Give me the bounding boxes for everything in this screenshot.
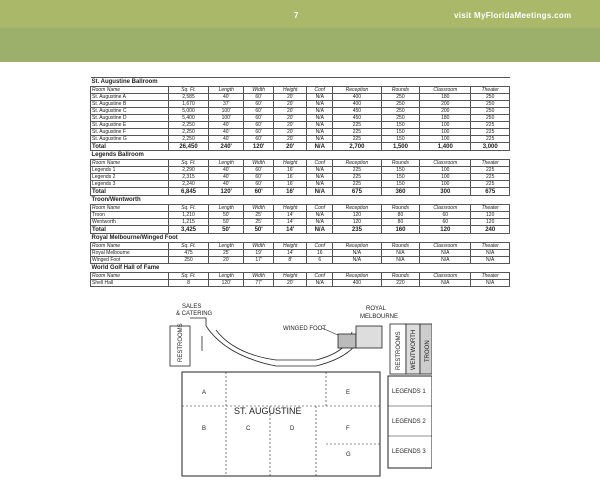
table-cell: 2,250 [168, 136, 209, 143]
table-row [91, 167, 510, 174]
table-cell: Theater [471, 160, 510, 167]
table-cell: 20' [274, 143, 307, 151]
table-cell: 16' [274, 181, 307, 188]
table-cell: N/A [307, 174, 333, 181]
table-cell: 20' [274, 280, 307, 287]
table-cell: N/A [307, 108, 333, 115]
table-cell: Reception [333, 243, 382, 250]
table-cell: 220 [381, 280, 420, 287]
table-row [91, 257, 510, 264]
table-cell: 240 [471, 226, 510, 234]
table-cell: N/A [420, 280, 471, 287]
restrooms-label: RESTROOMS [178, 323, 184, 362]
table-row [91, 174, 510, 181]
table-cell: 20' [209, 257, 244, 264]
floor-plan-svg [166, 296, 432, 484]
table-cell: 100 [420, 167, 471, 174]
table-row [91, 108, 510, 115]
table-cell: 50' [209, 226, 244, 234]
winged-foot-room [338, 334, 356, 348]
section-title-row [91, 78, 510, 87]
table-cell: Width [244, 243, 274, 250]
table-cell: 77' [244, 280, 274, 287]
table-cell: 80 [381, 212, 420, 219]
table-cell: Classroom [420, 87, 471, 94]
table-row [91, 250, 510, 257]
table-cell: N/A [307, 219, 333, 226]
section-title-row [91, 151, 510, 160]
table-row [91, 181, 510, 188]
restrooms-right-label: RESTROOMS [396, 331, 402, 370]
table-cell: 26,450 [168, 143, 209, 151]
table-cell: Winged Foot [91, 257, 169, 264]
table-cell: 225 [471, 174, 510, 181]
section-title: Royal Melbourne/Winged Foot [91, 234, 510, 243]
room-f: F [346, 426, 350, 432]
table-cell: 40' [209, 129, 244, 136]
table-cell: 450 [333, 108, 382, 115]
table-cell: 40' [209, 181, 244, 188]
table-cell: 225 [471, 122, 510, 129]
table-cell: N/A [307, 101, 333, 108]
corridor-inner [216, 330, 352, 360]
table-cell: 200 [420, 108, 471, 115]
table-cell: Shell Hall [91, 280, 169, 287]
table-cell: Room Name [91, 205, 169, 212]
table-cell: 250 [471, 108, 510, 115]
table-cell: N/A [307, 94, 333, 101]
website-link[interactable]: visit MyFloridaMeetings.com [454, 11, 572, 20]
table-cell: Sq. Ft. [168, 87, 209, 94]
table-cell: Height [274, 205, 307, 212]
table-cell: Conf [307, 205, 333, 212]
floor-plan [166, 296, 432, 484]
room-c: C [246, 426, 251, 432]
table-cell: Length [209, 87, 244, 94]
table-cell: 250 [471, 94, 510, 101]
table-cell: 40' [209, 122, 244, 129]
table-cell: 1,210 [168, 212, 209, 219]
table-cell: 37' [209, 101, 244, 108]
table-cell: 8' [274, 257, 307, 264]
table-cell: Reception [333, 273, 382, 280]
table-cell: Wentworth [91, 219, 169, 226]
table-cell: N/A [471, 257, 510, 264]
table-cell: 675 [471, 188, 510, 196]
table-cell: 2,585 [168, 94, 209, 101]
table-cell: Conf [307, 243, 333, 250]
table-cell: Total [91, 226, 169, 234]
table-cell: 20' [274, 115, 307, 122]
table-cell: St. Augustine C [91, 108, 169, 115]
table-cell: 2,250 [168, 122, 209, 129]
table-cell: Height [274, 160, 307, 167]
table-cell: 50' [209, 219, 244, 226]
table-cell: 225 [471, 181, 510, 188]
section-title-row [91, 196, 510, 205]
table-cell: 100 [420, 174, 471, 181]
table-cell: 25' [244, 212, 274, 219]
table-cell: 120 [471, 212, 510, 219]
table-cell: 225 [333, 122, 382, 129]
table-cell: Reception [333, 205, 382, 212]
table-cell: Rounds [381, 273, 420, 280]
table-cell: 400 [333, 280, 382, 287]
sales-area-outline [190, 318, 206, 326]
catering-label: & CATERING [176, 311, 213, 317]
table-cell: 100 [420, 136, 471, 143]
table-cell: 25' [244, 219, 274, 226]
capacity-table [90, 77, 510, 287]
table-cell: 1,500 [381, 143, 420, 151]
table-row [91, 101, 510, 108]
table-cell: 60 [420, 212, 471, 219]
royal-label: ROYAL [366, 306, 386, 312]
table-cell: Theater [471, 243, 510, 250]
table-cell: Room Name [91, 160, 169, 167]
table-cell: St. Augustine G [91, 136, 169, 143]
table-cell: 1,215 [168, 219, 209, 226]
section-title-row [91, 234, 510, 243]
table-cell: 60' [244, 181, 274, 188]
table-cell: 8 [168, 280, 209, 287]
table-cell: 5,400 [168, 115, 209, 122]
table-cell: Total [91, 143, 169, 151]
table-cell: 6,845 [168, 188, 209, 196]
table-cell: Total [91, 188, 169, 196]
table-cell: Rounds [381, 87, 420, 94]
section-title: St. Augustine Ballroom [91, 78, 510, 87]
table-cell: N/A [471, 250, 510, 257]
table-cell: 300 [420, 188, 471, 196]
table-cell: 120 [333, 219, 382, 226]
table-cell: Royal Melbourne [91, 250, 169, 257]
table-cell: N/A [307, 129, 333, 136]
table-cell: 20' [274, 94, 307, 101]
table-cell: 1,400 [420, 143, 471, 151]
table-cell: St. Augustine B [91, 101, 169, 108]
table-row [91, 219, 510, 226]
table-cell: N/A [307, 280, 333, 287]
room-d: D [290, 426, 295, 432]
table-cell: Sq. Ft. [168, 160, 209, 167]
table-cell: 40' [209, 167, 244, 174]
table-cell: Width [244, 160, 274, 167]
table-cell: 40' [209, 136, 244, 143]
table-cell: 225 [471, 129, 510, 136]
table-cell: 225 [471, 167, 510, 174]
table-cell: N/A [381, 257, 420, 264]
table-cell: 60 [420, 219, 471, 226]
table-cell: 400 [333, 94, 382, 101]
table-cell: 60' [244, 129, 274, 136]
table-row [91, 212, 510, 219]
table-cell: Rounds [381, 160, 420, 167]
table-cell: Rounds [381, 205, 420, 212]
table-cell: 225 [333, 181, 382, 188]
room-b: B [202, 426, 207, 432]
table-cell: 2,240 [168, 181, 209, 188]
table-cell: 2,290 [168, 167, 209, 174]
table-cell: Room Name [91, 243, 169, 250]
table-row [91, 136, 510, 143]
table-cell: 250 [381, 108, 420, 115]
table-cell: Room Name [91, 273, 169, 280]
table-cell: 225 [333, 167, 382, 174]
table-cell: Width [244, 205, 274, 212]
table-cell: 20' [274, 129, 307, 136]
table-cell: 225 [333, 129, 382, 136]
troon-label: TROON [425, 340, 431, 362]
table-cell: N/A [307, 143, 333, 151]
column-header-row [91, 243, 510, 250]
column-header-row [91, 87, 510, 94]
table-cell: 60' [244, 167, 274, 174]
table-cell: 160 [381, 226, 420, 234]
table-cell: 50' [244, 226, 274, 234]
table-cell: 60' [244, 101, 274, 108]
table-row [91, 94, 510, 101]
table-cell: Rounds [381, 243, 420, 250]
table-cell: 14' [274, 226, 307, 234]
st-augustine-ballroom [182, 372, 380, 476]
table-cell: N/A [307, 115, 333, 122]
table-cell: 250 [471, 115, 510, 122]
table-cell: 20' [274, 101, 307, 108]
table-cell: 150 [381, 167, 420, 174]
table-cell: 5,000 [168, 108, 209, 115]
table-cell: 40' [209, 174, 244, 181]
table-cell: 225 [333, 136, 382, 143]
table-cell: 120 [420, 226, 471, 234]
table-cell: 14' [274, 250, 307, 257]
table-cell: 16' [274, 188, 307, 196]
table-cell: Conf [307, 273, 333, 280]
table-cell: Conf [307, 160, 333, 167]
section-title: Legends Ballroom [91, 151, 510, 160]
table-cell: Sq. Ft. [168, 243, 209, 250]
table-cell: N/A [307, 226, 333, 234]
table-row [91, 115, 510, 122]
table-cell: Width [244, 273, 274, 280]
table-cell: N/A [307, 188, 333, 196]
table-cell: 235 [333, 226, 382, 234]
table-cell: N/A [381, 250, 420, 257]
table-cell: St. Augustine F [91, 129, 169, 136]
table-cell: Reception [333, 160, 382, 167]
table-cell: 60' [244, 94, 274, 101]
table-cell: 675 [333, 188, 382, 196]
table-cell: Classroom [420, 205, 471, 212]
table-cell: 150 [381, 129, 420, 136]
table-cell: 250 [381, 101, 420, 108]
table-cell: 20' [274, 136, 307, 143]
table-cell: 16 [307, 250, 333, 257]
page-number: 7 [294, 11, 299, 20]
table-row [91, 280, 510, 287]
table-cell: Conf [307, 87, 333, 94]
table-row [91, 129, 510, 136]
total-row [91, 143, 510, 151]
wentworth-label: WENTWORTH [411, 329, 417, 370]
section-title: Troon/Wentworth [91, 196, 510, 205]
table-cell: Height [274, 243, 307, 250]
legends-2-label: LEGENDS 2 [392, 419, 426, 425]
table-cell: Classroom [420, 243, 471, 250]
table-cell: 100 [420, 129, 471, 136]
section-title-row [91, 264, 510, 273]
table-cell: 180 [420, 115, 471, 122]
table-cell: N/A [471, 280, 510, 287]
table-cell: 25' [209, 250, 244, 257]
table-cell: Width [244, 87, 274, 94]
table-cell: Room Name [91, 87, 169, 94]
table-cell: 16' [274, 174, 307, 181]
table-cell: N/A [333, 250, 382, 257]
table-cell: 6 [307, 257, 333, 264]
total-row [91, 188, 510, 196]
table-cell: Sq. Ft. [168, 205, 209, 212]
winged-foot-label: WINGED FOOT [283, 326, 326, 332]
table-cell: 20' [274, 108, 307, 115]
table-cell: 2,315 [168, 174, 209, 181]
table-cell: 40' [209, 94, 244, 101]
table-cell: 250 [381, 94, 420, 101]
room-a: A [202, 390, 207, 396]
table-cell: 250 [168, 257, 209, 264]
table-cell: 225 [471, 136, 510, 143]
table-cell: 60' [244, 136, 274, 143]
table-cell: Sq. Ft. [168, 273, 209, 280]
table-cell: Legends 2 [91, 174, 169, 181]
table-cell: 120' [244, 143, 274, 151]
table-cell: 14' [274, 219, 307, 226]
table-cell: 150 [381, 136, 420, 143]
table-cell: N/A [333, 257, 382, 264]
total-row [91, 226, 510, 234]
table-cell: 60' [244, 188, 274, 196]
table-cell: 100' [209, 115, 244, 122]
table-cell: St. Augustine D [91, 115, 169, 122]
table-cell: 450 [333, 115, 382, 122]
table-cell: Classroom [420, 160, 471, 167]
table-cell: 100 [420, 122, 471, 129]
table-cell: 240' [209, 143, 244, 151]
melbourne-label: MELBOURNE [360, 314, 399, 320]
table-cell: 60' [244, 174, 274, 181]
capacity-table-grid [90, 77, 510, 287]
room-g: G [346, 452, 351, 458]
table-cell: N/A [307, 212, 333, 219]
royal-melbourne-room [356, 326, 382, 348]
table-cell: 17' [244, 257, 274, 264]
table-cell: 400 [333, 101, 382, 108]
table-cell: 120' [209, 188, 244, 196]
table-cell: Theater [471, 273, 510, 280]
table-cell: 225 [333, 174, 382, 181]
table-cell: St. Augustine E [91, 122, 169, 129]
section-title: World Golf Hall of Fame [91, 264, 510, 273]
table-cell: 60' [244, 108, 274, 115]
sales-label: SALES [182, 304, 202, 310]
table-cell: 150 [381, 181, 420, 188]
table-cell: 1,670 [168, 101, 209, 108]
table-cell: Troon [91, 212, 169, 219]
table-cell: Height [274, 87, 307, 94]
table-cell: N/A [307, 136, 333, 143]
winged-foot-pointer [322, 328, 340, 336]
table-cell: Classroom [420, 273, 471, 280]
table-cell: 20' [274, 122, 307, 129]
table-cell: 120 [471, 219, 510, 226]
table-cell: 100 [420, 181, 471, 188]
column-header-row [91, 205, 510, 212]
table-row [91, 122, 510, 129]
table-cell: 80 [381, 219, 420, 226]
table-cell: N/A [420, 257, 471, 264]
table-cell: 120 [333, 212, 382, 219]
table-cell: Length [209, 160, 244, 167]
table-cell: 2,250 [168, 129, 209, 136]
table-cell: 180 [420, 94, 471, 101]
table-cell: 250 [471, 101, 510, 108]
column-header-row [91, 273, 510, 280]
table-cell: 50' [209, 212, 244, 219]
table-cell: N/A [307, 122, 333, 129]
table-cell: 16' [274, 167, 307, 174]
table-cell: Length [209, 243, 244, 250]
table-cell: 60' [244, 122, 274, 129]
table-cell: Reception [333, 87, 382, 94]
table-cell: Theater [471, 205, 510, 212]
legends-3-label: LEGENDS 3 [392, 449, 426, 455]
table-cell: 250 [381, 115, 420, 122]
table-cell: 120' [209, 280, 244, 287]
legends-1-label: LEGENDS 1 [392, 389, 426, 395]
table-cell: 60' [244, 115, 274, 122]
st-augustine-label: ST. AUGUSTINE [234, 406, 302, 416]
table-cell: Theater [471, 87, 510, 94]
table-cell: Length [209, 273, 244, 280]
table-cell: N/A [307, 181, 333, 188]
table-cell: N/A [307, 167, 333, 174]
table-cell: 150 [381, 122, 420, 129]
table-cell: 3,000 [471, 143, 510, 151]
table-cell: 100' [209, 108, 244, 115]
table-cell: 14' [274, 212, 307, 219]
table-cell: 200 [420, 101, 471, 108]
table-cell: Legends 1 [91, 167, 169, 174]
table-cell: Length [209, 205, 244, 212]
table-cell: St. Augustine A [91, 94, 169, 101]
table-cell: 475 [168, 250, 209, 257]
table-cell: 2,700 [333, 143, 382, 151]
table-cell: N/A [420, 250, 471, 257]
table-cell: 3,425 [168, 226, 209, 234]
table-cell: Height [274, 273, 307, 280]
header-band [0, 28, 600, 62]
table-cell: 150 [381, 174, 420, 181]
table-cell: 360 [381, 188, 420, 196]
column-header-row [91, 160, 510, 167]
table-cell: Legends 3 [91, 181, 169, 188]
table-cell: 19' [244, 250, 274, 257]
room-e: E [346, 390, 351, 396]
